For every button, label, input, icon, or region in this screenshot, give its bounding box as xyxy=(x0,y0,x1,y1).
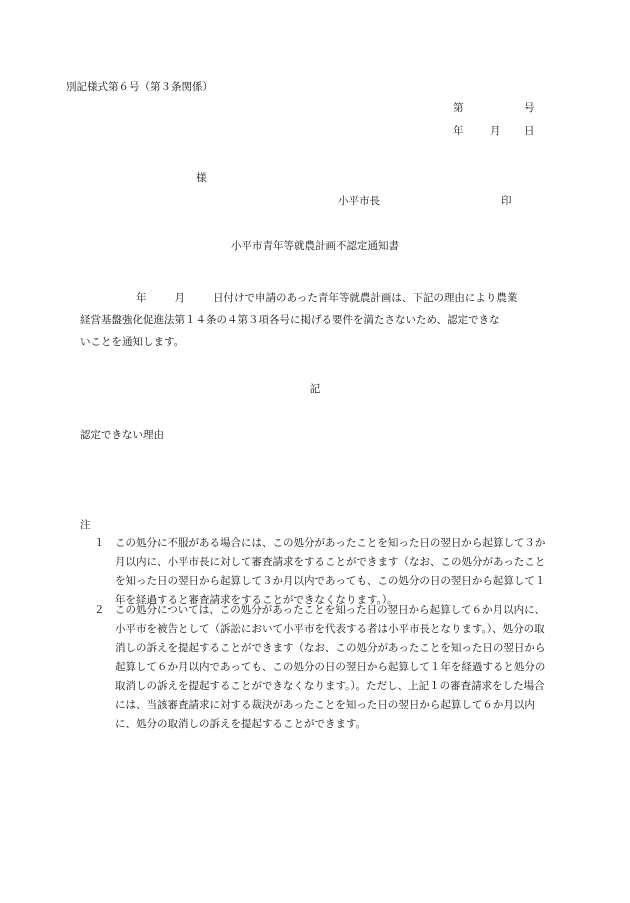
body-line-1-text: 日付けで申請のあった青年等就農計画は、下記の理由により農業 xyxy=(213,292,518,304)
reason-label: 認定できない理由 xyxy=(80,429,164,441)
addressee-honorific: 様 xyxy=(196,172,207,184)
document-number-label: 第 xyxy=(453,102,464,114)
note-text: この処分に不服がある場合には、この処分があったことを知った日の翌日から起算して３か月以内に、小平市長に対して審査請求をすることができます（なお、この処分があったことを知った日の翌日から起算して３か月以内であっても、この処分の日の翌日から起算して１年を経過すると審査請求をすることができなくなります。）。 xyxy=(115,537,546,606)
date-month-label: 月 xyxy=(490,125,501,137)
note-item xyxy=(94,601,549,734)
issuer-name: 小平市長 xyxy=(338,195,380,207)
note-text: この処分については、この処分があったことを知った日の翌日から起算して６か月以内に、小平市を被告として（訴訟において小平市を代表する者は小平市長となります。）、処分の取消しの訴えを提起することができます（なお、この処分があったことを知った日の翌日から起算して６か月以内であっても、この処分の日の翌日から起算して１年を経過すると処分の取消しの訴えを提起することができなくなります。）。ただし、上記１の審査請求をした場合には、当該審査請求に対する裁決があったことを知った日の翌日から起算して６か月以内に、処分の取消しの訴えを提起することができます。 xyxy=(115,604,546,730)
document-title: 小平市青年等就農計画不認定通知書 xyxy=(231,240,399,252)
body-line-1 xyxy=(80,287,550,309)
body-month-label: 月 xyxy=(174,292,185,304)
document-number-suffix: 号 xyxy=(524,102,535,114)
ki-heading: 記 xyxy=(309,383,321,395)
note-item xyxy=(94,534,549,610)
body-line-2: 経営基盤強化促進法第１４条の４第３項各号に掲げる要件を満たさないため、認定できな xyxy=(80,314,500,326)
notes-label: 注 xyxy=(80,519,91,531)
note-number: １ xyxy=(94,537,105,549)
body-line-3: いことを通知します。 xyxy=(80,336,185,348)
body-year-label: 年 xyxy=(136,292,147,304)
date-day-label: 日 xyxy=(524,125,535,137)
body-paragraph xyxy=(80,287,550,353)
date-year-label: 年 xyxy=(453,125,464,137)
seal-mark: 印 xyxy=(501,195,512,207)
note-number: ２ xyxy=(94,604,105,616)
form-number: 別記様式第６号（第３条関係） xyxy=(66,81,213,93)
